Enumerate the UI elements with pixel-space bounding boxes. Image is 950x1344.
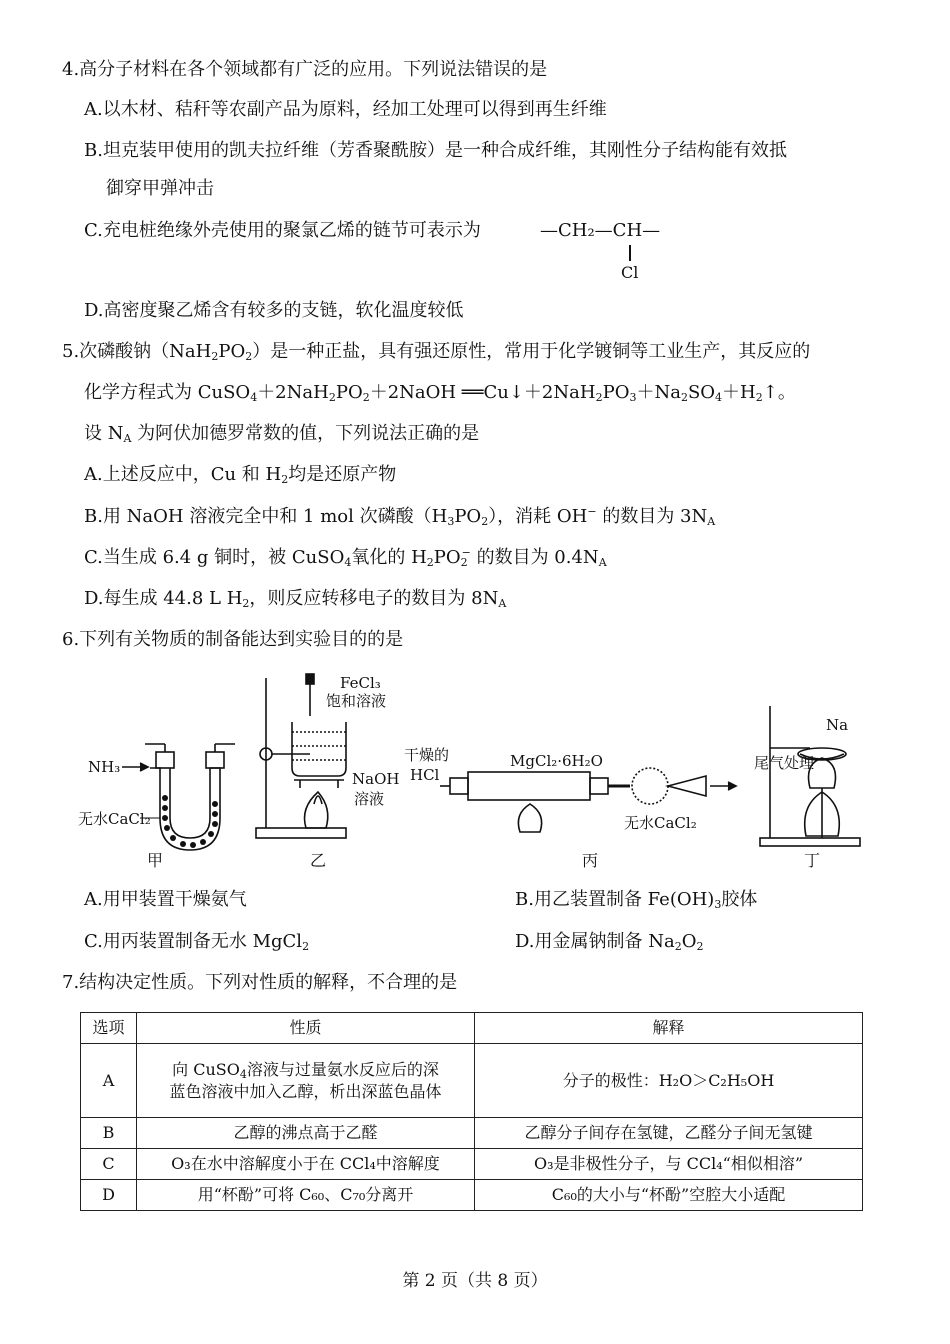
- row-explanation: O₃是非极性分子，与 CCl₄“相似相溶”: [475, 1149, 863, 1180]
- row-property: 向 CuSO$_4$溶液与过量氨水反应后的深 蓝色溶液中加入乙醇，析出深蓝色晶体: [137, 1044, 475, 1118]
- bing-dry-label: 干燥的: [404, 746, 450, 764]
- yi-naoh-label: NaOH: [352, 770, 400, 788]
- q4-option-a: A.以木材、秸秆等农副产品为原料，经加工处理可以得到再生纤维: [84, 99, 607, 120]
- apparatus-jia: [78, 744, 235, 870]
- row-explanation: 分子的极性：H₂O＞C₂H₅OH: [475, 1044, 863, 1118]
- bing-mgcl2-label: MgCl₂·6H₂O: [510, 752, 603, 770]
- yi-fecl3-label: FeCl₃: [340, 674, 381, 692]
- header-option: 选项: [81, 1013, 137, 1044]
- header-property: 性质: [137, 1013, 475, 1044]
- q6-option-c: C.用丙装置制备无水 MgCl$_2$: [84, 931, 310, 953]
- q7-stem: 7.结构决定性质。下列对性质的解释，不合理的是: [62, 972, 458, 993]
- bing-caption: 丙: [582, 851, 599, 870]
- row-option: B: [81, 1118, 137, 1149]
- q5-stem-line3: 设 $N_A$ 为阿伏加德罗常数的值，下列说法正确的是: [84, 423, 480, 445]
- apparatus-bing: [404, 746, 736, 870]
- table-header-row: [81, 1013, 863, 1044]
- pvc-chain: —CH₂—CH—: [540, 220, 661, 241]
- q6-option-b: B.用乙装置制备 $Fe(OH)_3$胶体: [515, 889, 758, 911]
- q6-stem: 6.下列有关物质的制备能达到实验目的的是: [62, 629, 404, 650]
- apparatus-ding: [754, 706, 860, 870]
- q5-option-c: C.当生成 6.4 g 铜时，被 CuSO$_4$氧化的 $H_2PO_2^-$ 的数目为 $0.4N_A$: [84, 546, 607, 569]
- q4-option-b-line1: B.坦克装甲使用的凯夫拉纤维（芳香聚酰胺）是一种合成纤维，其刚性分子结构能有效抵: [84, 140, 787, 161]
- yi-sat-label: 饱和溶液: [326, 692, 387, 710]
- ding-na-label: Na: [826, 716, 849, 734]
- jia-caption: 甲: [147, 851, 164, 870]
- row-option: A: [81, 1044, 137, 1118]
- page-footer: 第 2 页（共 8 页）: [402, 1271, 548, 1291]
- q5-option-a: A.上述反应中，Cu 和 $H_2$均是还原产物: [84, 464, 397, 486]
- q5-option-d: D.每生成 44.8 L $H_2$，则反应转移电子的数目为 $8N_A$: [84, 588, 507, 610]
- q4-option-b-line2: 御穿甲弹冲击: [106, 178, 214, 199]
- row-explanation: 乙醇分子间存在氢键，乙醛分子间无氢键: [475, 1118, 863, 1149]
- row-property: 用“杯酚”可将 C₆₀、C₇₀分离开: [137, 1180, 475, 1211]
- table-row: [81, 1180, 863, 1211]
- jia-nh3-label: NH₃: [88, 758, 121, 776]
- bing-hcl-label: HCl: [410, 766, 440, 784]
- header-explanation: 解释: [475, 1013, 863, 1044]
- q6-option-d: D.用金属钠制备 $Na_2O_2$: [515, 931, 704, 953]
- yi-caption: 乙: [310, 851, 327, 870]
- yi-sol-label: 溶液: [354, 790, 385, 808]
- q5-equation: 化学方程式为 $CuSO_4+2NaH_2PO_2+2NaOH$ $══Cu↓+2NaH_2PO_3+Na_2SO_4+H_2↑$。: [84, 382, 796, 404]
- q6-option-a: A.用甲装置干燥氨气: [84, 889, 247, 910]
- row-property: 乙醇的沸点高于乙醛: [137, 1118, 475, 1149]
- jia-cacl2-label: 无水CaCl₂: [78, 810, 151, 828]
- ding-caption: 丁: [804, 851, 821, 870]
- pvc-cl: Cl: [621, 263, 639, 282]
- q4-stem: 4.高分子材料在各个领域都有广泛的应用。下列说法错误的是: [62, 59, 548, 80]
- q4-option-c: C.充电桩绝缘外壳使用的聚氯乙烯的链节可表示为: [84, 220, 481, 241]
- table-row: [81, 1149, 863, 1180]
- row-option: D: [81, 1180, 137, 1211]
- table-row: [81, 1044, 863, 1118]
- bing-cacl2-label: 无水CaCl₂: [624, 814, 697, 832]
- row-option: C: [81, 1149, 137, 1180]
- row-explanation: C₆₀的大小与“杯酚”空腔大小适配: [475, 1180, 863, 1211]
- q4-option-d: D.高密度聚乙烯含有较多的支链，软化温度较低: [84, 300, 464, 321]
- q5-stem-line1: 5.次磷酸钠$(NaH_2PO_2)$是一种正盐，具有强还原性，常用于化学镀铜等工业生产，其反应的: [62, 341, 811, 363]
- ding-tail-label: 尾气处理: [754, 754, 815, 772]
- row-property: O₃在水中溶解度小于在 CCl₄中溶解度: [137, 1149, 475, 1180]
- apparatus-yi: [256, 674, 399, 870]
- q7-table: [80, 1012, 863, 1211]
- q6-apparatus-figure: [70, 668, 870, 878]
- q5-option-b: B.用 NaOH 溶液完全中和 1 mol 次磷酸$(H_3PO_2)$，消耗 OH− 的数目为 $3N_A$: [84, 505, 716, 528]
- table-row: [81, 1118, 863, 1149]
- pvc-bond: [629, 245, 631, 261]
